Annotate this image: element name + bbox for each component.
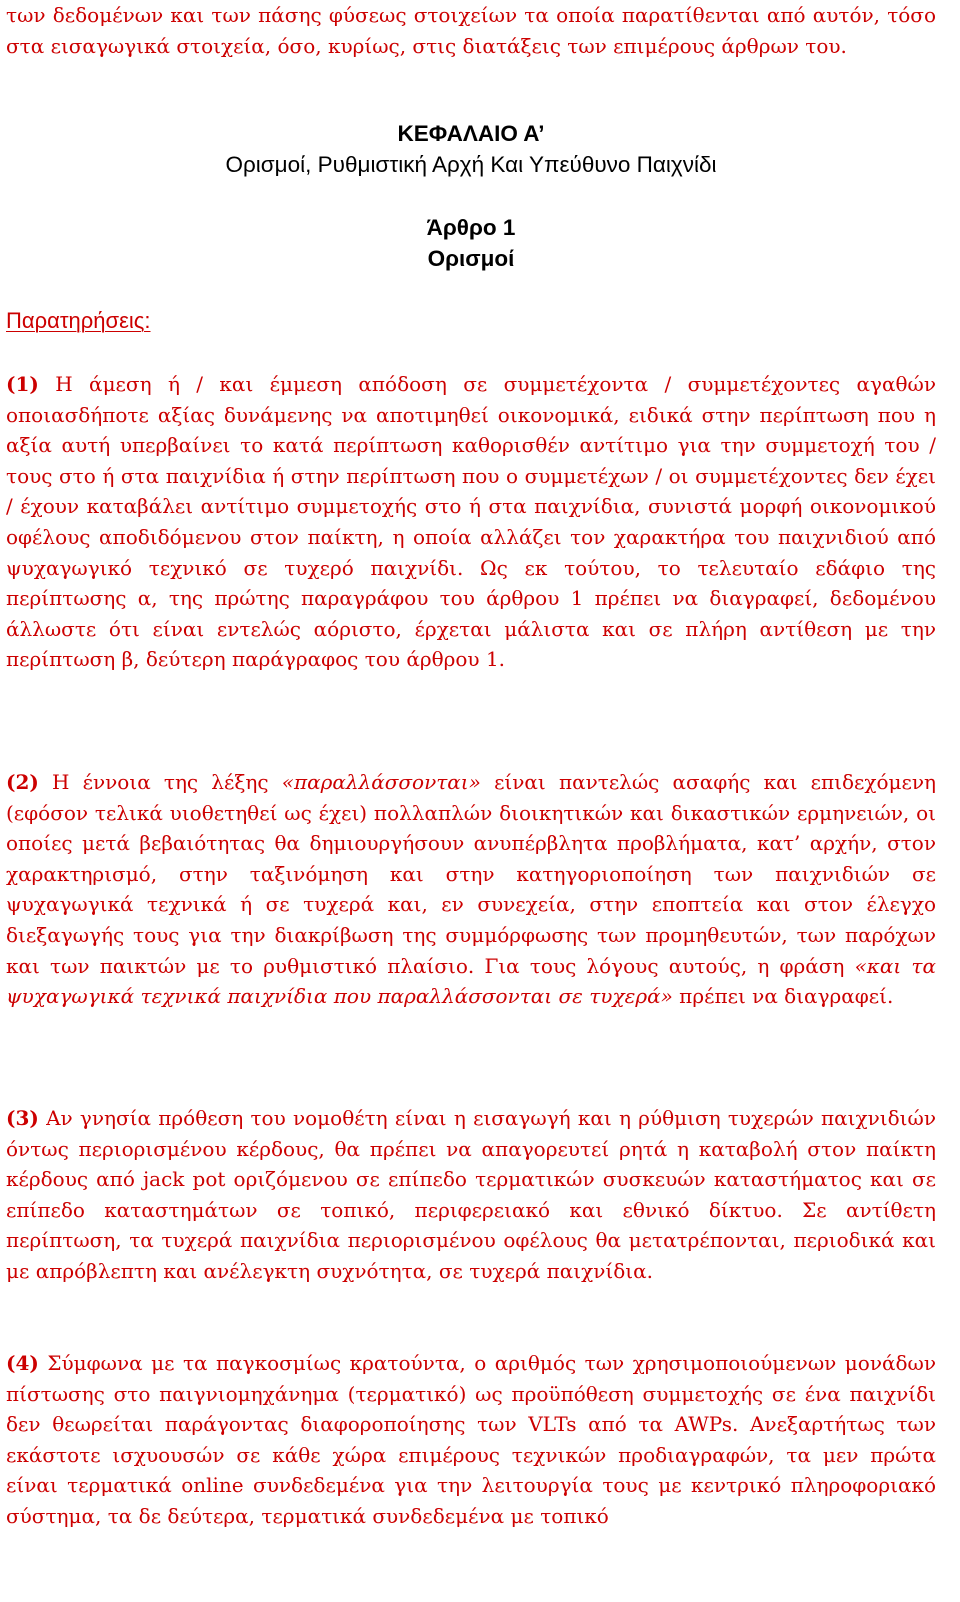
paragraph-text: Σύμφωνα με τα παγκοσμίως κρατούντα, ο αριθμός των χρησιμοποιούμενων μονάδων πίστωσης στο παιγνιομηχάνημα (τερματικό) ως προϋπόθεση συμμετοχής σε ένα παιχνίδι δεν θεωρείται παράγοντας διαφοροποίησης των VLTs από τα AWPs. Ανεξαρτήτως των εκάστοτε ισχυουσών σε κάθε χώρα επιμέρους τεχνικών προδιαγραφών, τα μεν πρώτα είναι τερματικά online συνδεδεμένα για την λειτουργία τους με κεντρικό πληροφοριακό σύστημα, τα δε δεύτερα, τερματικά συνδεδεμένα με τοπικό (6, 1351, 936, 1528)
article-title: Ορισμοί (427, 246, 515, 271)
paragraph-text: Η έννοια της λέξης (38, 770, 282, 794)
paragraph-text: Αν γνησία πρόθεση του νομοθέτη είναι η εισαγωγή και η ρύθμιση τυχερών παιχνιδιών όντως περιορισμένου κέρδους, θα πρέπει να απαγορευτεί ρητά η καταβολή στον παίκτη κέρδους από jack pot οριζόμενου σε επίπεδο τερματικών συσκευών καταστήματος και σε επίπεδο καταστημάτων σε τοπικό, περιφερειακό και εθνικό δίκτυο. Σε αντίθετη περίπτωση, τα τυχερά παιχνίδια περιορισμένου οφέλους θα μετατρέπονται, περιοδικά και με απρόβλεπτη και ανέλεγκτη συχνότητα, σε τυχερά παιχνίδια. (6, 1106, 936, 1283)
remark-paragraph-4 (6, 1348, 936, 1532)
remark-paragraph-2 (6, 767, 936, 1012)
quoted-phrase: «και τα ψυχαγωγικά τεχνικά παιχνίδια που παραλλάσσονται σε τυχερά» (6, 953, 936, 1009)
paragraph-text: Η άμεση ή / και έμμεση απόδοση σε συμμετέχοντα / συμμετέχοντες αγαθών οποιασδήποτε αξίας δυνάμενης να αποτιμηθεί οικονομικά, ειδικά στην περίπτωση που η αξία αυτή υπερβαίνει το κατά περίπτωση καθορισθέν αντίτιμο για την συμμετοχή του / τους στο ή στα παιχνίδια ή στην περίπτωση που ο συμμετέχων / οι συμμετέχοντες δεν έχει / έχουν καταβάλει αντίτιμο συμμετοχής στο ή στα παιχνίδια, συνιστά μορφή οικονομικού οφέλους αποδιδόμενου στον παίκτη, η οποία αλλάζει τον χαρακτήρα του παιχνιδιού από ψυχαγωγικό τεχνικό σε τυχερό παιχνίδι. Ως εκ τούτου, το τελευταίο εδάφιο της περίπτωσης α, της πρώτης παραγράφου του άρθρου 1 πρέπει να διαγραφεί, δεδομένου άλλωστε ότι είναι εντελώς αόριστο, έρχεται μάλιστα και σε πλήρη αντίθεση με την περίπτωση β, δεύτερη παράγραφος του άρθρου 1. (6, 372, 936, 672)
quoted-term: «παραλλάσσονται» (281, 770, 481, 794)
paragraph-number: (1) (6, 372, 39, 396)
chapter-label: ΚΕΦΑΛΑΙΟ Α’ (397, 121, 545, 146)
paragraph-text: πρέπει να διαγραφεί. (672, 984, 894, 1009)
remarks-label: Παρατηρήσεις: (6, 308, 151, 333)
article-heading (6, 212, 936, 274)
paragraph-text: είναι παντελώς ασαφής και επιδεχόμενη (εφόσον τελικά υιοθετηθεί ως έχει) πολλαπλών διοικητικών και δικαστικών ερμηνειών, οι οποίες μετά βεβαιότητας θα δημιουργήσουν ανυπέρβλητα προβλήματα, κατ’ αρχήν, στον χαρακτηρισμό, στην ταξινόμηση και στην κατηγοριοποίηση των παιχνιδιών σε ψυχαγωγικά τεχνικά ή σε τυχερά και, εν συνεχεία, στην εποπτεία και στον έλεγχο διεξαγωγής τους για την διακρίβωση της συμμόρφωσης των προμηθευτών, των παρόχων και των παικτών με το ρυθμιστικό πλαίσιο. Για τους λόγους αυτούς, η φράση (6, 770, 937, 978)
article-label: Άρθρο 1 (426, 215, 516, 240)
chapter-title: Ορισμοί, Ρυθμιστική Αρχή Και Υπεύθυνο Παιχνίδι (225, 152, 717, 177)
paragraph-number: (3) (6, 1106, 39, 1130)
chapter-heading (6, 118, 936, 180)
intro-paragraph: των δεδομένων και των πάσης φύσεως στοιχείων τα οποία παρατίθενται από αυτόν, τόσο στα εισαγωγικά στοιχεία, όσο, κυρίως, στις διατάξεις των επιμέρους άρθρων του. (6, 3, 936, 58)
paragraph-number: (4) (6, 1351, 39, 1375)
remark-paragraph-3 (6, 1103, 936, 1287)
paragraph-number: (2) (6, 770, 39, 794)
remark-paragraph-1 (6, 369, 936, 675)
